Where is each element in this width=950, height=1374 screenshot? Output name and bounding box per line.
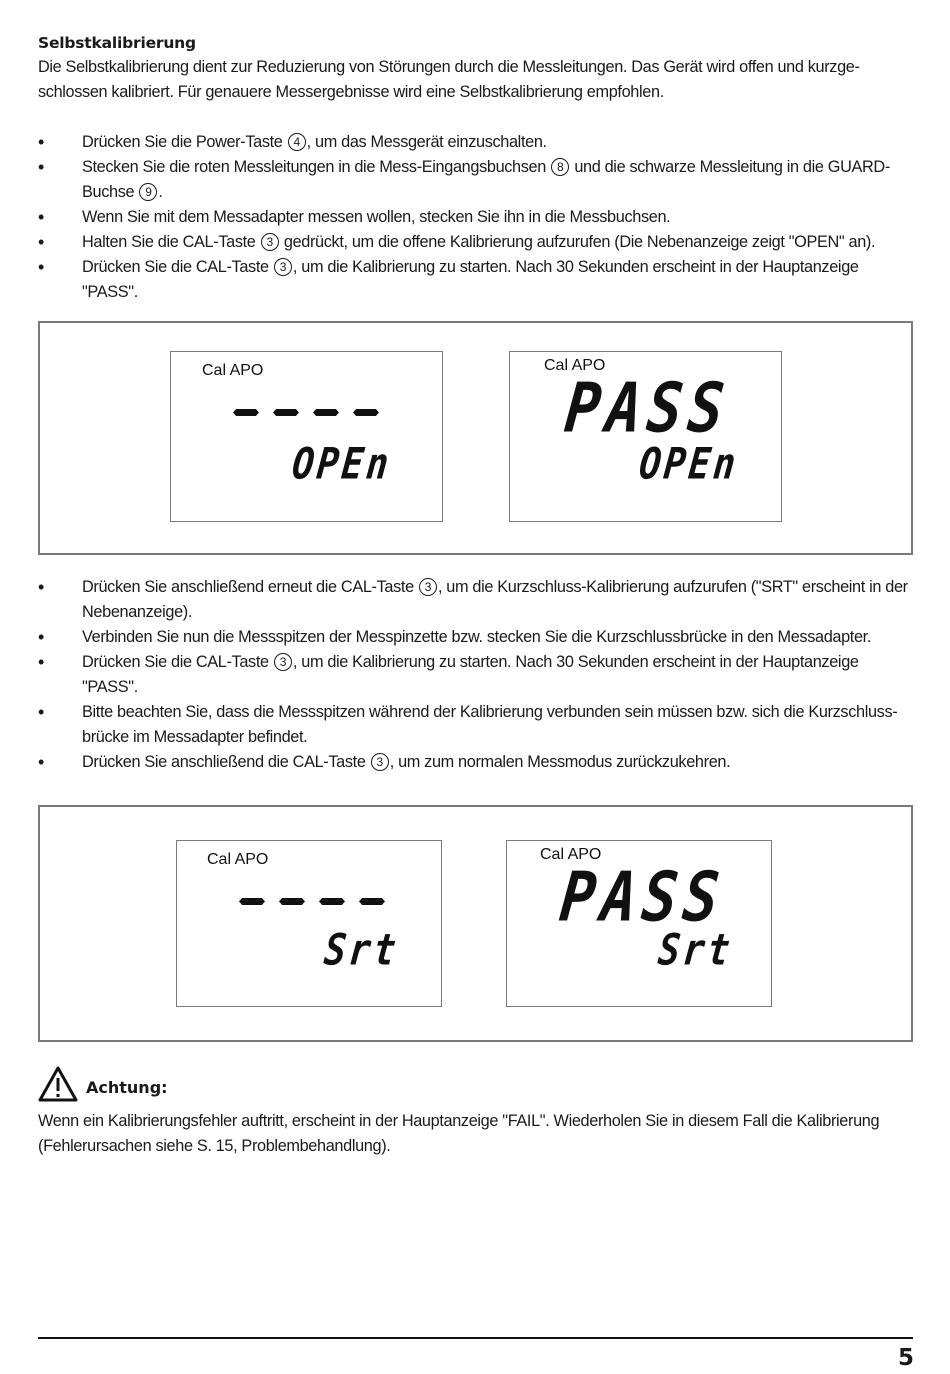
list-item: • Halten Sie die CAL-Taste 3 gedrückt, um die offene Kalibrierung aufzurufen (Die Nebenanzeige zeigt "OPEN" an). (38, 230, 912, 255)
list-item: • Drücken Sie die CAL-Taste 3 , um die Kalibrierung zu starten. Nach 30 Sekunden erscheint in der Hauptanzeige "PASS". (38, 255, 912, 305)
sub-display-text: Srt (655, 926, 736, 976)
warning-title: Achtung: (86, 1078, 168, 1097)
page-number: 5 (897, 1345, 914, 1371)
lcd-status-label: Cal APO (207, 851, 269, 868)
key-number-badge: 3 (371, 753, 389, 771)
list-item: • Drücken Sie die Power-Taste 4 , um das Messgerät einzuschalten. (38, 130, 912, 155)
key-number-badge: 3 (261, 233, 279, 251)
lcd-figure-open (38, 321, 913, 555)
footer-rule (38, 1337, 913, 1339)
list-item: • Drücken Sie anschließend die CAL-Taste 3 , um zum normalen Messmodus zurückzukehren. (38, 750, 912, 775)
key-number-badge: 3 (274, 258, 292, 276)
lcd-display-short-pass (506, 840, 772, 1007)
intro-paragraph: Die Selbstkalibrierung dient zur Reduzierung von Störungen durch die Messleitungen. Das Gerät wird offen und kurzge-schlossen kalibriert. Für genauere Messergebnisse wird eine Selbstkalibrierung empfohlen. (38, 58, 860, 101)
main-display-text: PASS (556, 857, 729, 938)
lcd-figure-short (38, 805, 913, 1042)
warning-triangle-icon (38, 1066, 78, 1102)
sub-display-text: OPEn (289, 440, 394, 490)
sub-display-text: Srt (321, 926, 402, 976)
key-number-badge: 3 (419, 578, 437, 596)
lcd-status-label: Cal APO (540, 846, 602, 863)
list-item: • Verbinden Sie nun die Messspitzen der Messpinzette bzw. stecken Sie die Kurzschlussbrücke in den Messadapter. (38, 625, 912, 650)
lcd-status-label: Cal APO (544, 357, 606, 374)
lcd-display-open-start (170, 351, 443, 522)
steps-list-open (38, 130, 912, 305)
key-number-badge: 9 (139, 183, 157, 201)
warning-text: Wenn ein Kalibrierungsfehler auftritt, erscheint in der Hauptanzeige "FAIL". Wiederholen Sie in diesem Fall die Kalibrierung (Fehlerursachen siehe S. 15, Problembehandlung). (38, 1112, 880, 1155)
list-item: • Wenn Sie mit dem Messadapter messen wollen, stecken Sie ihn in die Messbuchsen. (38, 205, 912, 230)
steps-list-short (38, 575, 912, 775)
key-number-badge: 4 (288, 133, 306, 151)
list-item: • Drücken Sie anschließend erneut die CAL-Taste 3 , um die Kurzschluss-Kalibrierung aufzurufen ("SRT" erscheint in der Nebenanzeige). (38, 575, 912, 625)
lcd-display-open-pass (509, 351, 782, 522)
list-item: • Bitte beachten Sie, dass die Messspitzen während der Kalibrierung verbunden sein müssen bzw. sich die Kurzschluss-brücke im Messadapter befindet. (38, 700, 912, 750)
key-number-badge: 8 (551, 158, 569, 176)
list-item: • Stecken Sie die roten Messleitungen in die Mess-Eingangsbuchsen 8 und die schwarze Messleitung in die GUARD-Buchse 9 . (38, 155, 912, 205)
lcd-status-label: Cal APO (202, 362, 264, 379)
sub-display-text: OPEn (636, 440, 741, 490)
section-heading: Selbstkalibrierung (38, 34, 196, 52)
key-number-badge: 3 (274, 653, 292, 671)
list-item: • Drücken Sie die CAL-Taste 3 , um die Kalibrierung zu starten. Nach 30 Sekunden erscheint in der Hauptanzeige "PASS". (38, 650, 912, 700)
main-display-text: PASS (561, 368, 734, 449)
content-column (38, 34, 912, 305)
lcd-display-short-start (176, 840, 442, 1007)
